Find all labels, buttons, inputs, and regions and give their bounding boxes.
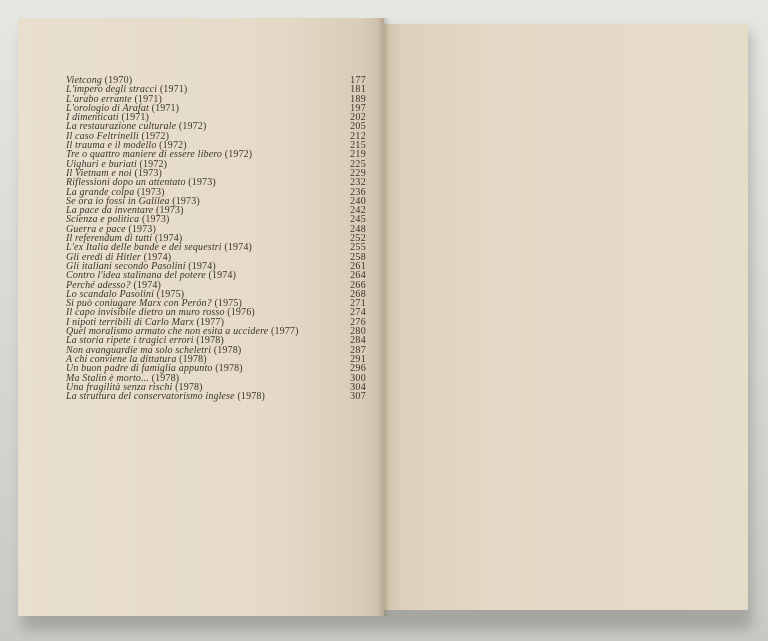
toc-entry-title: L'orologio di Arafat — [66, 102, 149, 114]
toc-entry-page: 264 — [350, 270, 366, 282]
toc-entry-year: (1970) — [104, 75, 133, 86]
toc-entry-year: (1971) — [159, 84, 188, 96]
toc-entry-page: 274 — [350, 307, 366, 319]
toc-entry-page: 212 — [350, 130, 366, 142]
toc-entry-page: 189 — [350, 93, 366, 105]
toc-entry-title: Uighuri e buriati — [66, 158, 137, 170]
toc-entry-title: Riflessioni dopo un attentato — [66, 177, 186, 189]
toc-entry-title: Scienza e politica — [66, 214, 140, 226]
toc-entry-year: (1973) — [188, 177, 216, 189]
toc-entry-page: 205 — [350, 121, 366, 133]
toc-entry-page: 291 — [350, 353, 366, 365]
toc-entry-title: Vietcong — [66, 75, 102, 86]
toc-entry-title: La restaurazione culturale — [66, 121, 177, 133]
toc-entry-year: (1971) — [134, 93, 162, 105]
toc-entry-page: 197 — [350, 102, 366, 114]
toc-entry-title: Tre o quattro maniere di essere libero — [66, 149, 223, 161]
toc-entry-page: 252 — [350, 233, 366, 245]
toc-entry-page: 261 — [350, 260, 366, 272]
toc-entry-title: Non avanguardie ma solo scheletri — [66, 344, 212, 356]
toc-entry — [66, 392, 366, 401]
toc-entry-year: (1974) — [188, 260, 216, 272]
right-page-blank — [384, 24, 748, 610]
toc-entry-year: (1975) — [156, 288, 185, 300]
toc-entry-title: Il referendum di tutti — [66, 233, 153, 245]
toc-entry-page: 266 — [350, 279, 366, 291]
toc-entry-year: (1971) — [121, 112, 149, 124]
toc-entry-year: (1974) — [143, 251, 172, 263]
toc-entry-page: 181 — [350, 84, 366, 96]
toc-entry-year: (1972) — [178, 121, 207, 133]
toc-entry-title: Contro l'idea stalinana del potere — [66, 270, 206, 282]
toc-entry-title: Se ora io fossi in Galilea — [66, 195, 170, 207]
toc-entry-title: I dimenticati — [66, 112, 119, 124]
toc-entry-year: (1972) — [139, 158, 168, 170]
toc-entry-page: 248 — [350, 223, 366, 235]
toc-entry-page: 296 — [350, 363, 366, 375]
toc-entry-year: (1974) — [224, 242, 252, 254]
toc-entry-title: L'impero degli stracci — [66, 84, 158, 96]
toc-entry-year: (1978) — [237, 391, 265, 403]
toc-entry-title: La grande colpa — [66, 186, 135, 198]
toc-entry-title: Gli italiani secondo Pasolini — [66, 260, 186, 272]
toc-entry-page: 202 — [350, 112, 366, 124]
toc-entry-title: La storia ripete i tragici errori — [66, 335, 194, 347]
toc-entry-page: 177 — [350, 75, 366, 86]
toc-entry-title-line — [66, 392, 265, 401]
toc-entry-page: 307 — [350, 391, 366, 403]
toc-entry-title: Il capo invisibile dietro un muro rosso — [66, 307, 225, 319]
toc-entry-page: 304 — [350, 381, 366, 393]
toc-entry-page: 225 — [350, 158, 366, 170]
toc-entry-page: 280 — [350, 326, 366, 338]
toc-entry-year: (1973) — [156, 205, 184, 217]
toc-entry-title: Una fragilità senza rischi — [66, 381, 173, 393]
toc-entry-title: L'ex Italia delle bande e dei sequestri — [66, 242, 222, 254]
toc-entry-year: (1978) — [175, 381, 203, 393]
toc-entry-title: Guerra e pace — [66, 223, 126, 235]
toc-entry-year: (1973) — [137, 186, 165, 198]
toc-entry-year: (1972) — [141, 130, 170, 142]
toc-entry-year: (1977) — [196, 316, 225, 328]
toc-entry-title: La struttura del conservatorismo inglese — [66, 391, 235, 403]
toc-entry-page: 229 — [350, 167, 366, 179]
toc-entry-title: Si può coniugare Marx con Perón? — [66, 298, 212, 310]
toc-entry-page: 300 — [350, 372, 366, 384]
toc-entry-title: Ma Stalin è morto... — [66, 372, 149, 384]
toc-entry-title: Gli eredi di Hitler — [66, 251, 141, 263]
toc-entry-year: (1974) — [133, 279, 161, 291]
toc-entry-year: (1973) — [134, 167, 163, 179]
toc-entry-page: 268 — [350, 288, 366, 300]
toc-entry-title: Quel moralismo armato che non esita a uccidere — [66, 326, 269, 338]
toc-entry-year: (1974) — [154, 233, 183, 245]
toc-entry-year: (1972) — [159, 140, 187, 152]
toc-entry-title: L'arabo errante — [66, 93, 132, 105]
toc-entry-page: 276 — [350, 316, 366, 328]
toc-entry-title: Il Vietnam e noi — [66, 167, 132, 179]
toc-entry-title: Il caso Feltrinelli — [66, 130, 139, 142]
toc-entry-year: (1974) — [208, 270, 237, 282]
toc-entry-year: (1973) — [128, 223, 156, 235]
toc-entry-year: (1975) — [214, 298, 243, 310]
toc-entry-page: 258 — [350, 251, 366, 263]
toc-entry-year: (1978) — [196, 335, 224, 347]
toc-entry-title: A chi conviene la dittatura — [66, 353, 177, 365]
toc-entry-year: (1978) — [151, 372, 180, 384]
toc-entry-year: (1978) — [179, 353, 207, 365]
toc-entry-title: Un buon padre di famiglia appunto — [66, 363, 213, 375]
toc-entry-page: 255 — [350, 242, 366, 254]
toc-entry-page: 287 — [350, 344, 366, 356]
book-gutter — [378, 18, 390, 616]
toc-entry-year: (1978) — [215, 363, 243, 375]
toc-entry-title: La pace da inventare — [66, 205, 154, 217]
toc-entry-page: 242 — [350, 205, 366, 217]
toc-entry-year: (1977) — [271, 326, 299, 338]
toc-entry-year: (1978) — [213, 344, 242, 356]
toc-entry-year: (1972) — [224, 149, 253, 161]
table-of-contents — [66, 76, 366, 401]
toc-entry-year: (1971) — [151, 102, 180, 114]
toc-entry-page: 240 — [350, 195, 366, 207]
toc-entry-page: 219 — [350, 149, 366, 161]
toc-entry-title: Lo scandalo Pasolini — [66, 288, 155, 300]
toc-entry-year: (1976) — [227, 307, 255, 319]
toc-entry-page: 271 — [350, 298, 366, 310]
toc-entry-page: 236 — [350, 186, 366, 198]
toc-entry-title: Perché adesso? — [66, 279, 131, 291]
toc-entry-page: 215 — [350, 140, 366, 152]
toc-entry-page: 232 — [350, 177, 366, 189]
toc-entry-year: (1973) — [172, 195, 200, 207]
toc-entry-title: Il trauma e il modello — [66, 140, 157, 152]
toc-entry-page: 245 — [350, 214, 366, 226]
toc-entry-page: 284 — [350, 335, 366, 347]
toc-entry-title: I nipoti terribili di Carlo Marx — [66, 316, 194, 328]
toc-entry-year: (1973) — [141, 214, 170, 226]
